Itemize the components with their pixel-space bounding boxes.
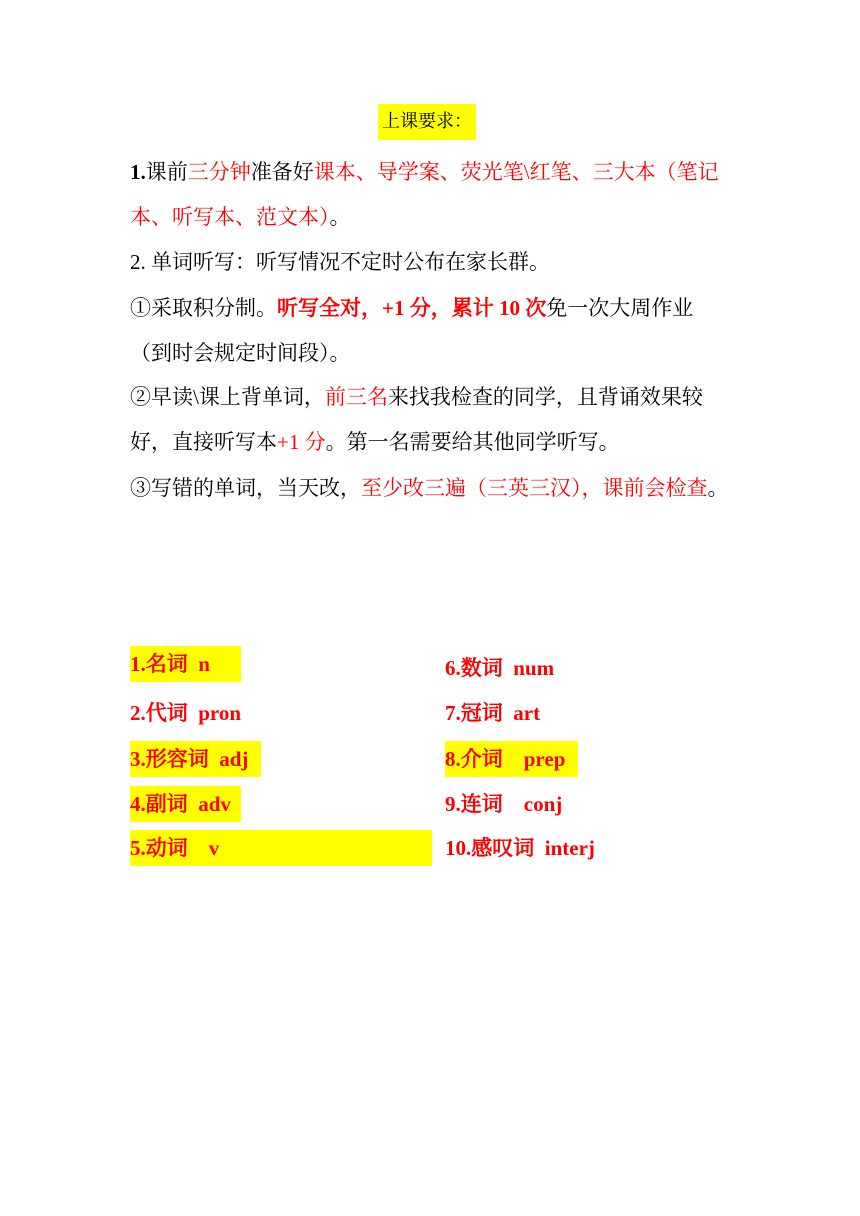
rule-2b-text-b: 来找我检查的同学，且背诵效果较好，直接听写本 bbox=[130, 385, 703, 454]
rule-2b-text-c: 。第一名需要给其他同学听写。 bbox=[325, 430, 620, 454]
pos-item-preposition: 8.介词 prep bbox=[445, 741, 578, 777]
rule-2b-emphasis-a: 前三名 bbox=[324, 385, 388, 409]
pos-item-noun: 1.名词 n bbox=[130, 646, 241, 682]
rule-2a bbox=[130, 286, 735, 376]
rule-1-number: 1. bbox=[130, 160, 146, 184]
rule-2a-text-b: 免一次大周作业（到时会规定时间段）。 bbox=[130, 296, 694, 365]
rule-1-emphasis-a: 三分钟 bbox=[187, 160, 251, 184]
pos-item-interjection: 10.感叹词 interj bbox=[445, 836, 595, 860]
rule-2c-text-a: ③写错的单词，当天改， bbox=[130, 476, 361, 500]
pos-item-pronoun: 2.代词 pron bbox=[130, 701, 242, 725]
rule-1-text-b: 准备好 bbox=[250, 160, 314, 184]
rule-2b bbox=[130, 375, 735, 465]
rule-1-text-c: 。 bbox=[329, 205, 351, 229]
rule-2c-text-b: 。 bbox=[707, 476, 729, 500]
rule-1-emphasis-b: 课本、导学案、荧光笔\红笔、三大本（笔记本、听写本、范文本） bbox=[130, 160, 719, 229]
rule-1 bbox=[130, 150, 735, 240]
rule-2a-text-a: ①采取积分制。 bbox=[130, 296, 277, 320]
rule-2 bbox=[130, 240, 735, 285]
pos-item-numeral: 6.数词 num bbox=[445, 656, 555, 680]
pos-item-adjective: 3.形容词 adj bbox=[130, 741, 261, 777]
rule-2b-text-a: ②早读\课上背单词， bbox=[130, 385, 325, 409]
rule-2-text: 2. 单词听写：听写情况不定时公布在家长群。 bbox=[130, 250, 550, 274]
pos-item-conjunction: 9.连词 conj bbox=[445, 792, 563, 816]
pos-item-verb: 5.动词 v bbox=[130, 830, 432, 866]
pos-item-adverb: 4.副词 adv bbox=[130, 786, 241, 822]
pos-item-article: 7.冠词 art bbox=[445, 701, 541, 725]
rule-2c-emphasis: 至少改三遍（三英三汉），课前会检查 bbox=[361, 476, 708, 500]
rule-2c bbox=[130, 466, 735, 511]
rule-1-text-a: 课前 bbox=[145, 160, 188, 184]
rule-2a-emphasis: 听写全对，+1 分，累计 10 次 bbox=[277, 296, 547, 320]
page-title: 上课要求： bbox=[378, 104, 476, 140]
rule-2b-emphasis-b: +1 分 bbox=[277, 430, 326, 454]
